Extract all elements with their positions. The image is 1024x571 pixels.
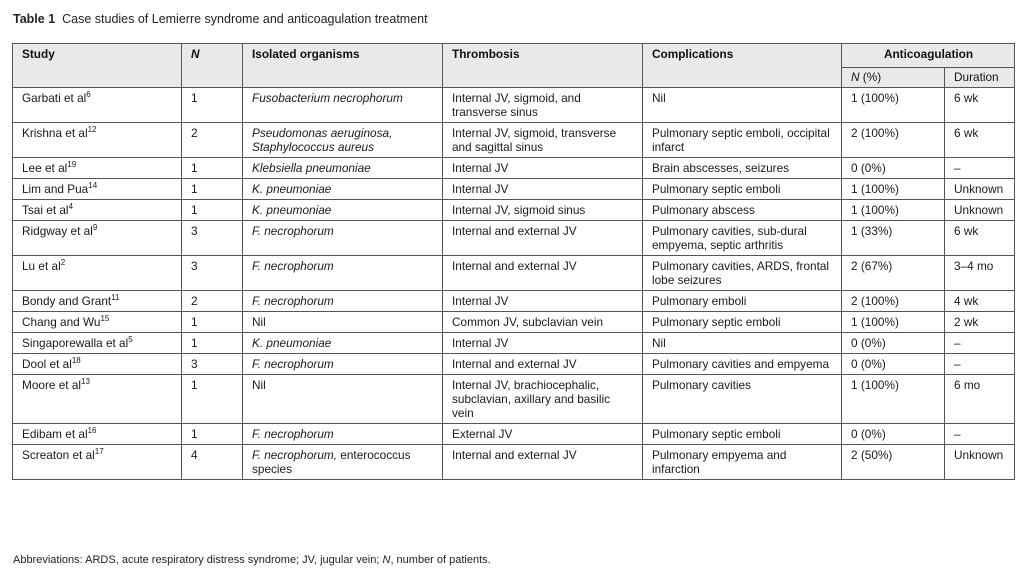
cell-duration: 6 mo (945, 375, 1015, 424)
table-row (13, 291, 1015, 312)
header-n-italic: N (851, 70, 860, 84)
cell-thrombosis: Internal JV, sigmoid, and transverse sinus (443, 88, 643, 123)
table-row (13, 424, 1015, 445)
footnote-text-after: , number of patients. (390, 554, 491, 566)
cell-study (13, 354, 182, 375)
cell-study (13, 256, 182, 291)
study-name: Lee et al (22, 161, 68, 175)
study-name: Lu et al (22, 259, 61, 273)
table-row (13, 256, 1015, 291)
cell-organisms: F. necrophorum (243, 256, 443, 291)
table-row (13, 200, 1015, 221)
cell-duration: 6 wk (945, 88, 1015, 123)
table-body (13, 88, 1015, 480)
cell-complications: Pulmonary septic emboli (643, 312, 842, 333)
cell-study (13, 179, 182, 200)
cell-anticoagulation-n: 0 (0%) (842, 333, 945, 354)
table-row (13, 88, 1015, 123)
cell-complications: Pulmonary septic emboli (643, 424, 842, 445)
study-reference: 5 (128, 335, 133, 345)
cell-study (13, 158, 182, 179)
cell-n: 2 (182, 123, 243, 158)
study-name: Tsai et al (22, 203, 69, 217)
organism-italic: F. necrophorum, (252, 448, 338, 462)
cell-anticoagulation-n: 1 (33%) (842, 221, 945, 256)
cell-n: 3 (182, 354, 243, 375)
cell-thrombosis: Internal JV, sigmoid sinus (443, 200, 643, 221)
cell-organisms: Nil (243, 375, 443, 424)
cell-organisms: K. pneumoniae (243, 333, 443, 354)
study-name: Moore et al (22, 378, 82, 392)
table-container (12, 43, 1014, 480)
table-footnote (13, 554, 491, 566)
study-name: Bondy and Grant (22, 294, 112, 308)
cell-anticoagulation-n: 1 (100%) (842, 375, 945, 424)
cell-anticoagulation-n: 2 (67%) (842, 256, 945, 291)
cell-organisms: F. necrophorum (243, 221, 443, 256)
cell-anticoagulation-n: 1 (100%) (842, 88, 945, 123)
cell-complications: Pulmonary cavities (643, 375, 842, 424)
cell-thrombosis: Internal JV (443, 291, 643, 312)
cell-duration: Unknown (945, 445, 1015, 480)
cell-anticoagulation-n: 1 (100%) (842, 312, 945, 333)
study-name: Chang and Wu (22, 315, 101, 329)
cell-duration: 3–4 mo (945, 256, 1015, 291)
table-row (13, 445, 1015, 480)
cell-complications: Nil (643, 333, 842, 354)
footnote-n: N (382, 554, 391, 566)
cell-organisms (243, 445, 443, 480)
cell-duration: 6 wk (945, 221, 1015, 256)
cell-thrombosis: Internal JV (443, 333, 643, 354)
cell-complications: Nil (643, 88, 842, 123)
cell-organisms: Fusobacterium necrophorum (243, 88, 443, 123)
cell-duration: – (945, 354, 1015, 375)
cell-thrombosis: Internal and external JV (443, 445, 643, 480)
cell-complications: Pulmonary emboli (643, 291, 842, 312)
cell-study (13, 221, 182, 256)
cell-organisms: F. necrophorum (243, 354, 443, 375)
header-n-percent: (%) (859, 70, 882, 84)
cell-n: 1 (182, 200, 243, 221)
cell-n: 3 (182, 221, 243, 256)
cell-thrombosis: Internal and external JV (443, 354, 643, 375)
cell-duration: 2 wk (945, 312, 1015, 333)
cell-organisms: Pseudomonas aeruginosa, Staphylococcus aureus (243, 123, 443, 158)
cell-thrombosis: Internal JV (443, 158, 643, 179)
cell-organisms: F. necrophorum (243, 424, 443, 445)
study-name: Lim and Pua (22, 182, 89, 196)
cell-study (13, 424, 182, 445)
study-reference: 12 (87, 125, 97, 135)
cell-study (13, 123, 182, 158)
study-reference: 19 (67, 160, 77, 170)
table-row (13, 354, 1015, 375)
cell-study (13, 200, 182, 221)
cell-thrombosis: Internal and external JV (443, 256, 643, 291)
cell-anticoagulation-n: 0 (0%) (842, 424, 945, 445)
case-studies-table (12, 43, 1015, 480)
study-name: Krishna et al (22, 126, 88, 140)
cell-n: 2 (182, 291, 243, 312)
study-reference: 14 (88, 181, 98, 191)
study-reference: 2 (60, 258, 66, 268)
cell-organisms: F. necrophorum (243, 291, 443, 312)
cell-n: 1 (182, 333, 243, 354)
table-row (13, 312, 1015, 333)
cell-organisms: K. pneumoniae (243, 200, 443, 221)
cell-anticoagulation-n: 2 (100%) (842, 291, 945, 312)
cell-complications: Pulmonary cavities, sub-dural empyema, septic arthritis (643, 221, 842, 256)
cell-study (13, 291, 182, 312)
table-row (13, 123, 1015, 158)
cell-thrombosis: Internal JV, brachiocephalic, subclavian, axillary and basilic vein (443, 375, 643, 424)
cell-anticoagulation-n: 2 (100%) (842, 123, 945, 158)
header-duration: Duration (945, 68, 1015, 88)
cell-anticoagulation-n: 0 (0%) (842, 158, 945, 179)
cell-study (13, 333, 182, 354)
cell-study (13, 312, 182, 333)
cell-study (13, 88, 182, 123)
cell-organisms: Nil (243, 312, 443, 333)
cell-complications: Brain abscesses, seizures (643, 158, 842, 179)
organism-plain: enterococcus species (252, 448, 411, 476)
cell-duration: 6 wk (945, 123, 1015, 158)
study-name: Screaton et al (22, 448, 95, 462)
study-name: Dool et al (22, 357, 72, 371)
footnote-text-before: Abbreviations: ARDS, acute respiratory distress syndrome; JV, jugular vein; (13, 554, 383, 566)
cell-complications: Pulmonary septic emboli, occipital infarct (643, 123, 842, 158)
cell-complications: Pulmonary empyema and infarction (643, 445, 842, 480)
cell-thrombosis: Internal JV, sigmoid, transverse and sagittal sinus (443, 123, 643, 158)
header-anticoagulation-n (842, 68, 945, 88)
table-row (13, 158, 1015, 179)
cell-n: 1 (182, 312, 243, 333)
cell-complications: Pulmonary cavities, ARDS, frontal lobe seizures (643, 256, 842, 291)
header-study: Study (13, 44, 182, 88)
cell-duration: 4 wk (945, 291, 1015, 312)
cell-n: 1 (182, 179, 243, 200)
study-reference: 17 (94, 447, 104, 457)
cell-duration: – (945, 158, 1015, 179)
cell-complications: Pulmonary cavities and empyema (643, 354, 842, 375)
study-name: Edibam et al (22, 427, 88, 441)
table-caption (13, 12, 428, 26)
cell-duration: Unknown (945, 200, 1015, 221)
study-reference: 18 (71, 356, 81, 366)
table-label: Table 1 (13, 12, 56, 26)
cell-n: 1 (182, 158, 243, 179)
study-name: Ridgway et al (22, 224, 93, 238)
cell-duration: Unknown (945, 179, 1015, 200)
cell-thrombosis: External JV (443, 424, 643, 445)
table-row (13, 333, 1015, 354)
study-name: Garbati et al (22, 91, 87, 105)
header-organisms: Isolated organisms (243, 44, 443, 88)
cell-duration: – (945, 333, 1015, 354)
study-reference: 11 (111, 293, 120, 303)
header-anticoagulation: Anticoagulation (842, 44, 1015, 68)
cell-thrombosis: Internal and external JV (443, 221, 643, 256)
study-name: Singaporewalla et al (22, 336, 129, 350)
cell-study (13, 445, 182, 480)
study-reference: 9 (92, 223, 98, 233)
cell-anticoagulation-n: 1 (100%) (842, 179, 945, 200)
table-row (13, 375, 1015, 424)
study-reference: 15 (100, 314, 110, 324)
cell-anticoagulation-n: 1 (100%) (842, 200, 945, 221)
cell-organisms: Klebsiella pneumoniae (243, 158, 443, 179)
header-complications: Complications (643, 44, 842, 88)
table-title: Case studies of Lemierre syndrome and anticoagulation treatment (62, 12, 428, 26)
cell-thrombosis: Common JV, subclavian vein (443, 312, 643, 333)
header-thrombosis: Thrombosis (443, 44, 643, 88)
cell-thrombosis: Internal JV (443, 179, 643, 200)
cell-complications: Pulmonary septic emboli (643, 179, 842, 200)
cell-complications: Pulmonary abscess (643, 200, 842, 221)
cell-n: 4 (182, 445, 243, 480)
study-reference: 6 (86, 90, 91, 100)
table-row (13, 179, 1015, 200)
cell-n: 3 (182, 256, 243, 291)
table-row (13, 221, 1015, 256)
cell-duration: – (945, 424, 1015, 445)
cell-anticoagulation-n: 2 (50%) (842, 445, 945, 480)
cell-organisms: K. pneumoniae (243, 179, 443, 200)
cell-n: 1 (182, 88, 243, 123)
cell-anticoagulation-n: 0 (0%) (842, 354, 945, 375)
cell-n: 1 (182, 424, 243, 445)
cell-n: 1 (182, 375, 243, 424)
study-reference: 13 (81, 377, 90, 387)
study-reference: 16 (87, 426, 97, 436)
header-n: N (182, 44, 243, 88)
study-reference: 4 (68, 202, 74, 212)
cell-study (13, 375, 182, 424)
